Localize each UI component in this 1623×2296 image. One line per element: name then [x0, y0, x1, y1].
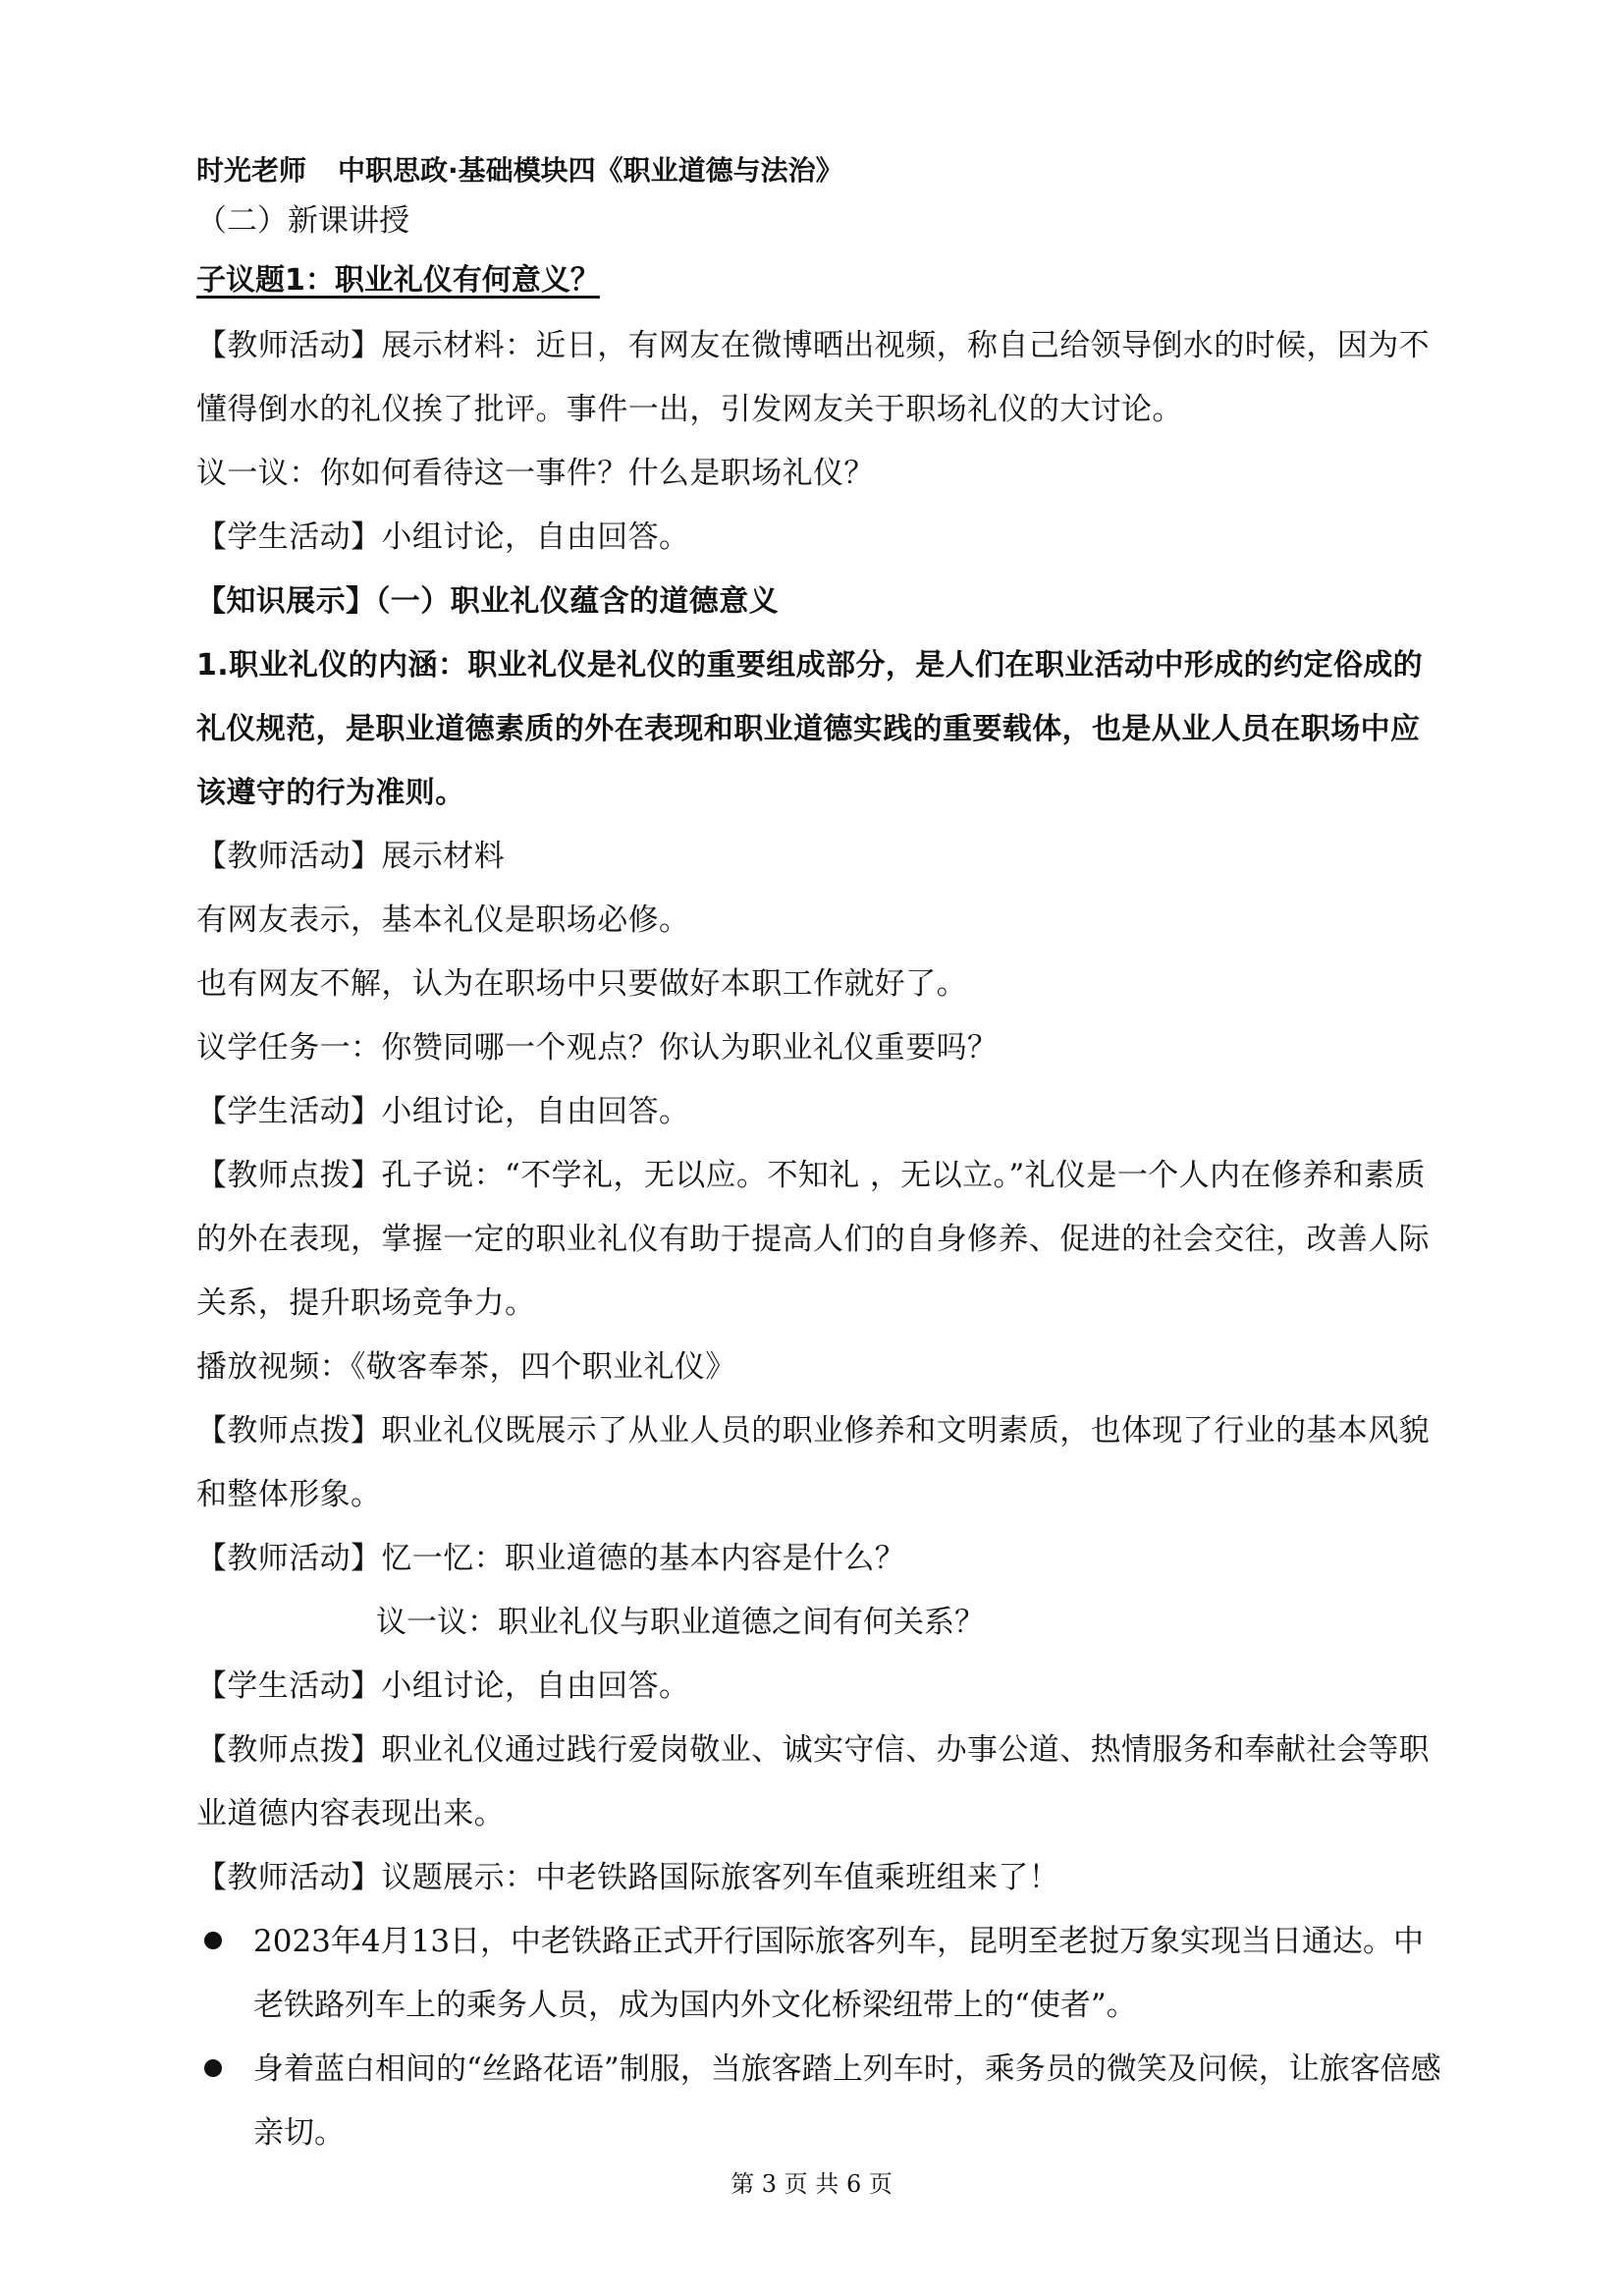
bullet-dot-icon — [204, 1932, 222, 1949]
bullet-item — [196, 1910, 1448, 2038]
paragraph: 议学任务一：你赞同哪一个观点？你认为职业礼仪重要吗？ — [196, 1030, 999, 1066]
knowledge-point: 1.职业礼仪的内涵：职业礼仪是礼仪的重要组成部分，是人们在职业活动中形成的约定俗成的礼仪规范，是职业道德素质的外在表现和职业道德实践的重要载体，也是从业人员在职场中应该遵守的行为准则。 — [196, 648, 1424, 810]
paragraph: 【教师活动】忆一忆：职业道德的基本内容是什么？ — [196, 1541, 906, 1576]
document-header — [196, 147, 1448, 194]
paragraph: 也有网友不解，认为在职场中只要做好本职工作就好了。 — [196, 966, 967, 1002]
bullet-text: 2023年4月13日，中老铁路正式开行国际旅客列车，昆明至老挝万象实现当日通达。中老铁路列车上的乘务人员，成为国内外文化桥梁纽带上的“使者”。 — [253, 1924, 1425, 2023]
section-title: （二）新课讲授 — [196, 203, 409, 239]
knowledge-heading: 【知识展示】（一）职业礼仪蕴含的道德意义 — [196, 584, 779, 619]
page-footer: 第 3 页 共 6 页 — [730, 2170, 893, 2198]
page-content — [196, 147, 1448, 2165]
paragraph: 【学生活动】小组讨论，自由回答。 — [196, 1094, 690, 1129]
bullet-dot-icon — [204, 2059, 222, 2077]
paragraph: 【学生活动】小组讨论，自由回答。 — [196, 1668, 690, 1704]
paragraph: 【教师点拨】孔子说：“不学礼，无以应。不知礼 ，无以立。”礼仪是一个人内在修养和素质的外在表现，掌握一定的职业礼仪有助于提高人们的自身修养、促进的社会交往，改善人际关系，提升职场竞争力。 — [196, 1158, 1430, 1321]
paragraph: 【教师点拨】职业礼仪通过践行爱岗敬业、诚实守信、办事公道、热情服务和奉献社会等职业道德内容表现出来。 — [196, 1732, 1430, 1831]
sub-topic-heading: 子议题1：职业礼仪有何意义？ — [196, 263, 600, 298]
paragraph: 【教师活动】展示材料：近日，有网友在微博晒出视频，称自己给领导倒水的时候，因为不懂得倒水的礼仪挨了批评。事件一出，引发网友关于职场礼仪的大讨论。 — [196, 328, 1430, 427]
paragraph: 【教师点拨】职业礼仪既展示了从业人员的职业修养和文明素质，也体现了行业的基本风貌和整体形象。 — [196, 1413, 1430, 1512]
header-course: 中职思政·基础模块四《职业道德与法治》 — [338, 154, 843, 187]
paragraph: 议一议：你如何看待这一事件？什么是职场礼仪？ — [196, 456, 875, 491]
bullet-item — [196, 2038, 1448, 2165]
paragraph: 有网友表示，基本礼仪是职场必修。 — [196, 902, 690, 938]
bullet-text: 身着蓝白相间的“丝路花语”制服，当旅客踏上列车时，乘务员的微笑及问候，让旅客倍感亲切。 — [253, 2051, 1441, 2151]
paragraph: 【学生活动】小组讨论，自由回答。 — [196, 519, 690, 555]
header-teacher: 时光老师 — [196, 154, 307, 187]
paragraph: 【教师活动】展示材料 — [196, 839, 505, 874]
indented-question: 议一议：职业礼仪与职业道德之间有何关系？ — [376, 1605, 985, 1640]
paragraph: 播放视频：《敬客奉茶，四个职业礼仪》 — [196, 1349, 736, 1385]
paragraph: 【教师活动】议题展示：中老铁路国际旅客列车值乘班组来了！ — [196, 1860, 1060, 1895]
